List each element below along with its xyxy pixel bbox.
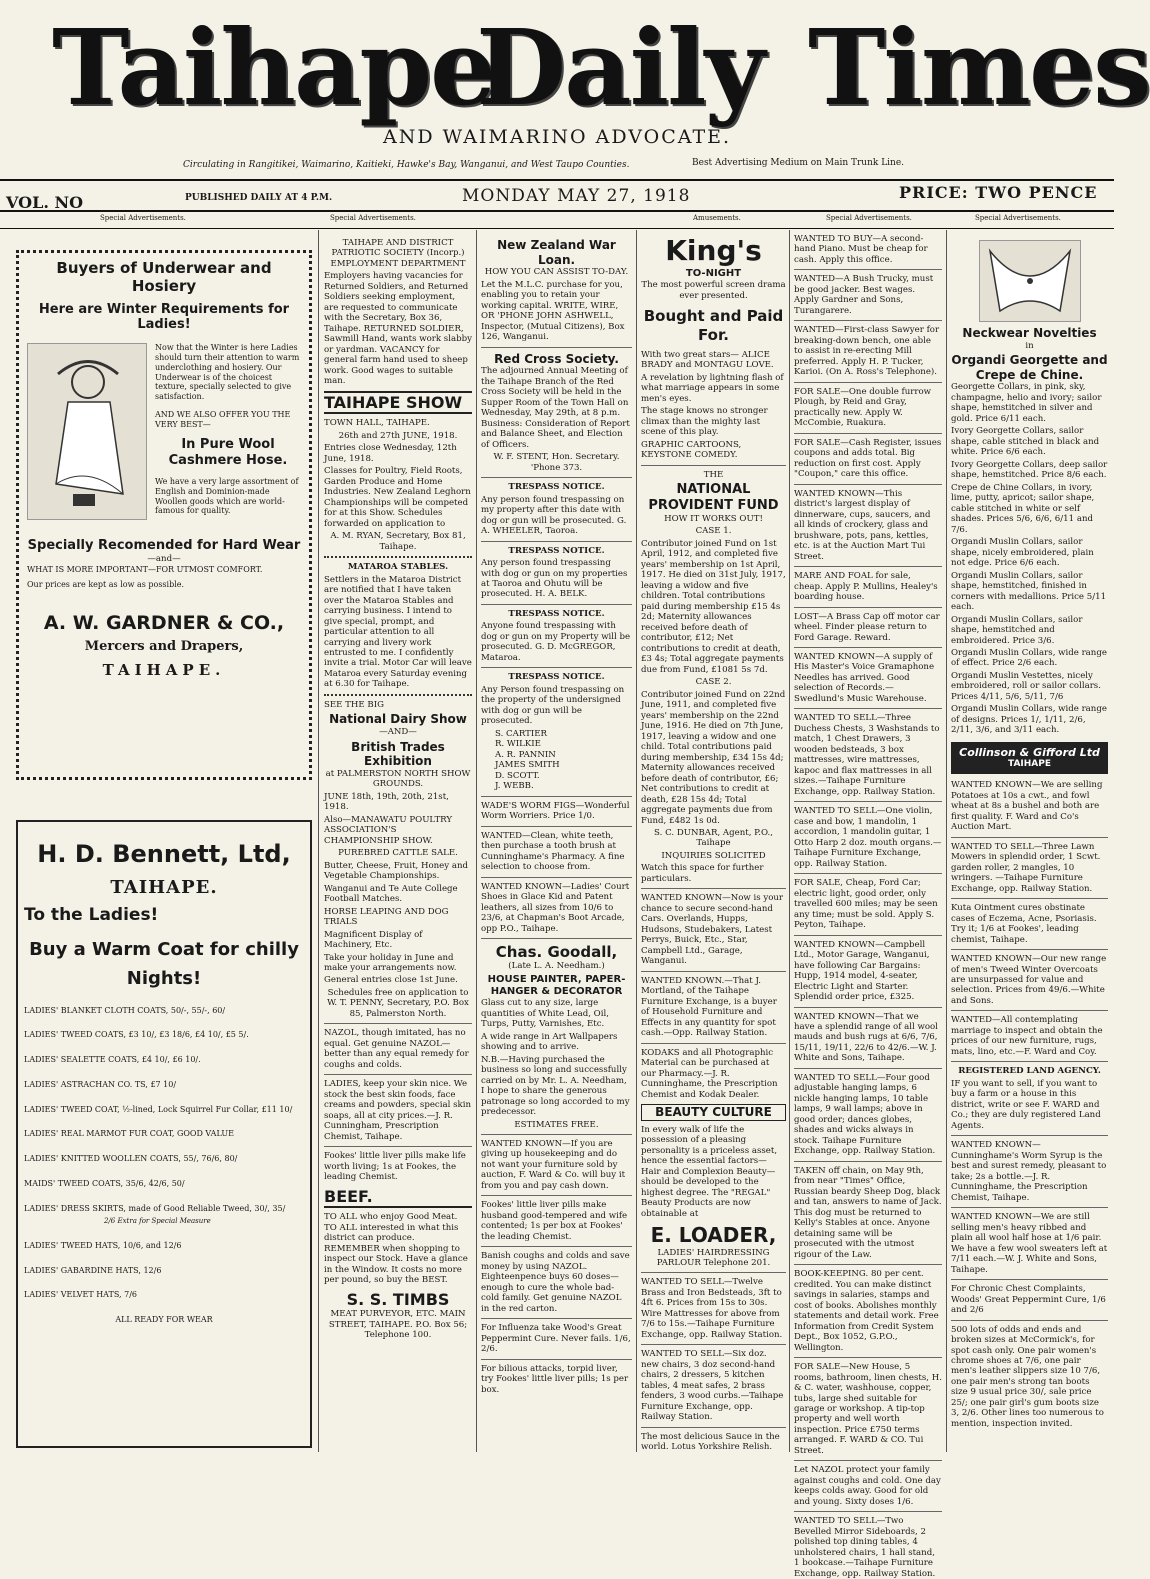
organdi-heading: Organdi Georgette and Crepe de Chine. (951, 353, 1108, 382)
film-revelation: A revelation by lightning flash of what marriage appears in some men's eyes. (641, 372, 784, 404)
coat-item: LADIES' VELVET HATS, 7/6 (24, 1290, 138, 1300)
show-body: Classes for Poultry, Field Roots, Garden Produce and Home Industries. New Zealand Leghorn Championships will be competed for at this Show. Schedules forwarded on application to (324, 466, 471, 529)
trespass-notice: Any Person found trespassing on the property of the undersigned with dog or gun will be prosecuted. (481, 684, 625, 727)
divider (481, 667, 632, 668)
bennett-town: TAIHAPE. (110, 877, 218, 899)
cashmere-hose: In Pure Wool Cashmere Hose. (168, 437, 288, 469)
classified-ad: WANTED KNOWN—A supply of His Master's Voice Gramaphone Needles has arrived. Good selection of Records.—Swedlund's Music Warehouse. (794, 651, 935, 704)
collar-item: Ivory Georgette Collars, deep sailor shape, hemstitched. Price 8/6 each. (951, 459, 1108, 481)
classified-ad: For Chronic Chest Complaints, Woods' Great Peppermint Cure, 1/6 and 2/6 (951, 1284, 1106, 1316)
classified-ad: Let NAZOL protect your family against coughs and cold. One day keeps colds away. Good for old and young. Sixty doses 1/6. (794, 1465, 941, 1507)
goodall-name: Chas. Goodall, (495, 943, 618, 962)
beef-body: TO ALL who enjoy Good Meat. TO ALL interested in what this district can produce. REMEMBER when shopping to inspect our Stock. Have a glance in the Window. It costs no more per pound, so buy the BEST. (324, 1212, 468, 1286)
divider (794, 1264, 942, 1265)
trespass-notice: Anyone found trespassing with dog or gun on my Property will be prosecuted. G. D. McGREGOR, Mataroa. (481, 621, 631, 663)
also-offer: AND WE ALSO OFFER YOU THE VERY BEST— (155, 409, 291, 429)
divider (794, 801, 942, 802)
watch-space: Watch this space for further particulars. (641, 863, 764, 884)
classified-ad: WANTED KNOWN—Our new range of men's Tweed Winter Overcoats are unsurpassed for value and selection. Prices from 49/6.—White and Sons. (951, 954, 1107, 1006)
classified-ad: FOR SALE—Cash Register, issues coupons and adds total. Big reduction on first cost. Apply "Coupon," care this office. (794, 437, 942, 480)
collar-item: Organdi Muslin Collars, sailor shape, hemstitched and embroidered. Price 3/6. (951, 614, 1083, 646)
college-matches: Wanganui and Te Aute College Football Matches. (324, 883, 458, 905)
collinson-name: Collinson & Gifford Ltd (959, 745, 1100, 759)
classified-ad: WANTED—All contemplating marriage to inspect and obtain the prices of our new furniture, rugs, mats, lino, etc.—F. Ward and Coy. (951, 1015, 1103, 1057)
coat-item: LADIES' TWEED COAT, ½-lined, Lock Squirrel Fur Collar, £11 10/ (24, 1104, 293, 1114)
glass-note: Glass cut to any size, large quantities of White Lead, Oil, Turps, Putty, Varnishes, Etc. (481, 998, 609, 1030)
powerful-drama: The most powerful screen drama ever presented. (641, 280, 786, 301)
divider (324, 1023, 472, 1024)
gardner-town: TAIHAPE. (102, 661, 226, 680)
estimates-free: ESTIMATES FREE. (514, 1119, 599, 1130)
trespass-name: D. SCOTT. (495, 770, 540, 781)
show-entries: Entries close Wednesday, 12th June, 1918. (324, 443, 457, 464)
collar-item: Organdi Muslin Collars, sailor shape, hemstitched, finished in corners with medallions. Price 5/11 each. (951, 570, 1107, 613)
fookes-pills-ad: Fookes' little liver pills make life worth living; 1s at Fookes, the leading Chemist. (324, 1151, 466, 1183)
top-rule (0, 179, 1114, 181)
classified-ad: LOST—A Brass Cap off motor car wheel. Finder please return to Ford Garage. Reward. (794, 611, 940, 643)
section-label: Amusements. (693, 214, 741, 222)
circulation-note: Circulating in Rangitikei, Waimarino, Kaitieki, Hawke's Bay, Wanganui, and West Taupo Counties. (183, 160, 630, 170)
goodall-late: (Late L. A. Needham.) (508, 961, 605, 972)
collar-item: Organdi Muslin Collars, wide range of designs. Prices 1/, 1/11, 2/6, 2/11, 3/6, and 3/11 each. (951, 704, 1107, 736)
wanted-bedsteads: WANTED TO SELL—Twelve Brass and Iron Bedsteads, 3ft to 4ft 6. Prices from 15s to 30s. Wire Mattresses for above from 7/6 to 15s.—Taihape Furniture Exchange, opp. Railway Station. (641, 1277, 783, 1340)
war-loan-body: Let the M.L.C. purchase for you, enabling you to retain your working capital. WRITE, WIRE, OR 'PHONE JOHN ASHWELL, Inspector, (Mutual Citizens), Box 126, Wanganui. (481, 279, 625, 343)
divider (951, 1279, 1108, 1280)
divider (951, 898, 1108, 899)
comfort-note: WHAT IS MORE IMPORTANT—FOR UTMOST COMFORT. (27, 564, 263, 574)
provident-fund-heading: NATIONAL PROVIDENT FUND (648, 482, 779, 514)
divider (641, 1344, 786, 1345)
divider (481, 604, 632, 605)
divider (794, 433, 942, 434)
palmerston-grounds: at PALMERSTON NORTH SHOW GROUNDS. (325, 768, 471, 790)
warm-coat-heading: Buy a Warm Coat for chilly Nights! (29, 938, 299, 989)
toothbrush-ad: WANTED—Clean, white teeth, then purchase a tooth brush at Cunninghame's Pharmacy. A fine selection to choose from. (481, 830, 625, 873)
divider (794, 647, 942, 648)
classified-ad: WANTED KNOWN—Campbell Ltd., Motor Garage, Wanganui, have following Car Bargains: Hupp, 1914 model, 4-seater, Electric Light and Starter. Splendid order price, £325. (794, 939, 930, 1003)
published-note: PUBLISHED DAILY AT 4 P.M. (185, 193, 333, 203)
case-2-body: Contributor joined Fund on 22nd June, 1911, and completed five years' membership on the 22nd June, 1916. He died on 7th June, 1917, leaving a widow and one child. Total contributions paid during membership, £34 15s 4d; Maternity allowances received before death of contributor, £6; Net contributions to credit at death, £28 15s 4d; Total aggregate payments due from Fund, £482 1s 0d. (641, 689, 786, 826)
trespass-notice: Any person found trespassing on my property after this date with dog or gun will be prosecuted. G. A. WHEELER, Taoroa. (481, 494, 627, 537)
divider (641, 888, 786, 889)
divider (481, 1246, 632, 1247)
trespass-heading: TRESPASS NOTICE. (508, 608, 605, 619)
kodaks-ad: KODAKS and all Photographic Material can be purchased at our Pharmacy.—J. R. Cunninghame, the Prescription Chemist and Kodak Dealer. (641, 1047, 778, 1100)
the-label: THE (703, 469, 724, 480)
coat-item: LADIES' GABARDINE HATS, 12/6 (24, 1265, 162, 1275)
divider (951, 1061, 1108, 1062)
beauty-body: In every walk of life the possession of a pleasing personality is a priceless asset, hence the essential factors—Hair and Complexion Beauty—should be developed to the highest degree. The "REGAL" Beauty Products are now obtainable at (641, 1124, 778, 1219)
volume-number: VOL. NO (6, 193, 84, 212)
underwear-heading: Buyers of Underwear and Hosiery (56, 259, 272, 296)
divider (481, 347, 632, 348)
divider (641, 1043, 786, 1044)
taihape-show-heading: TAIHAPE SHOW (324, 391, 472, 415)
film-stage: The stage knows no stronger climax than the mighty last scene of this play. (641, 406, 768, 438)
masthead-subtitle: AND WAIMARINO ADVOCATE. (383, 126, 732, 148)
land-agency-body: IF you want to sell, if you want to buy a farm or a house in this district, write or see F. WARD and Co.; they are duly registered Land Agents. (951, 1078, 1101, 1131)
divider (794, 1460, 942, 1461)
show-dates: 26th and 27th JUNE, 1918. (338, 430, 458, 441)
divider (794, 1161, 942, 1162)
stables-body: Settlers in the Mataroa District are notified that I have taken over the Mataroa Stables and carrying business. I intend to give special, prompt, and particular attention to all carrying and livery work entrusted to me. I confidently invite a trial. Motor Car will leave Mataroa every Saturday evening at 6.30 for Taihape. (324, 574, 472, 690)
classified-ad: WANTED TO SELL—Three Duchess Chests, 3 Washstands to match, 1 Chest Drawers, 3 wooden bedsteads, 3 box mattresses, wire mattresses, kapoc and flax mattresses in all sizes.—Taihape Furniture Exchange, opp. Railway Station. (794, 713, 940, 797)
column-2 (324, 232, 472, 1450)
loader-name: E. LOADER, (650, 1223, 777, 1248)
divider (794, 873, 942, 874)
timbs-details: MEAT PURVEYOR, ETC. MAIN STREET, TAIHAPE. P.O. Box 56; Telephone 100. (328, 1309, 468, 1341)
classified-ad: WANTED TO SELL—Three Lawn Mowers in splendid order, 1 Scwt. garden roller, 2 mangles, 10 wringers. —Taihape Furniture Exchange, opp. Railway Station. (951, 841, 1101, 894)
bilious-ad: For bilious attacks, torpid liver, try Fookes' little liver pills; 1s per box. (481, 1363, 629, 1395)
trespass-name: S. CARTIER (495, 728, 548, 739)
gardner-advert (16, 250, 312, 780)
collar-item: Crepe de Chine Collars, in ivory, lime, putty, apricot; sailor shape, cable stitched in white or self shades. Prices 5/6, 6/6, 6/11 and 7/6. (951, 482, 1095, 535)
collar-illustration (979, 240, 1081, 322)
graphic-cartoons: GRAPHIC CARTOONS, KEYSTONE COMEDY. (641, 439, 742, 461)
column-rule (318, 230, 319, 1452)
film-stars: With two great stars— ALICE BRADY and MONTAGU LOVE. (641, 349, 774, 371)
classified-ad: FOR SALE—New House, 5 rooms, bathroom, linen chests, H. & C. water, washhouse, copper, tubs, large shed suitable for garage or workshop. A tip-top property and well worth inspection. Price £750 terms arranged. F. WARD & CO. Tui Street. (794, 1362, 942, 1456)
town-hall: TOWN HALL, TAIHAPE. (324, 418, 430, 429)
trespass-names (481, 729, 632, 792)
divider (951, 949, 1108, 950)
general-entries: General entries close 1st June. (324, 975, 458, 986)
collar-item: Organdi Muslin Vestettes, nicely embroidered, roll or sailor collars. Prices 4/11, 5/6, 5/11, 7/6 (951, 670, 1101, 702)
divider (324, 1074, 472, 1075)
divider (794, 269, 942, 270)
war-loan-sub: HOW YOU CAN ASSIST TO-DAY. (484, 267, 629, 278)
divider (481, 938, 632, 939)
patriotic-body: Employers having vacancies for Returned Soldiers, and Returned Soldiers seeking employment, are requested to communicate with the Secretary, Box 36, Taihape. RETURNED SOLDIER, Sawmill Hand, wants work slabby or yardman. VACANCY for general farm hand used to sheep work. Good wages to suitable man. (324, 271, 472, 387)
masthead-title (0, 0, 1150, 130)
exhibition-schedules: Schedules free on application to W. T. PENNY, Secretary, P.O. Box 85, Palmerston North. (327, 987, 469, 1019)
war-loan-heading: New Zealand War Loan. (497, 238, 616, 267)
red-cross-signature: W. F. STENT, Hon. Secretary. 'Phone 373. (493, 452, 620, 473)
hard-wear-heading: Specially Recomended for Hard Wear (27, 538, 301, 554)
divider (794, 566, 942, 567)
inquiries-solicited: INQUIRIES SOLICITED (661, 850, 766, 861)
divider (794, 484, 942, 485)
hairdressing-parlour: LADIES' HAIRDRESSING PARLOUR Telephone 201. (656, 1247, 771, 1268)
section-label: Special Advertisements. (826, 214, 912, 222)
column-1 (16, 232, 312, 1450)
poultry-show: Also—MANAWATU POULTRY ASSOCIATION'S CHAMPIONSHIP SHOW. (324, 814, 453, 846)
section-label: Special Advertisements. (975, 214, 1061, 222)
divider (481, 796, 632, 797)
classified-ad: FOR SALE—One double furrow Plough, by Reid and Gray, practically new. Apply W. McCombie, Ruakura. (794, 386, 932, 429)
classified-ad: FOR SALE, Cheap, Ford Car; electric light, good order, only travelled 600 miles; may be seen any time; must be sold. Apply S. Peyton, Taihape. (794, 878, 938, 931)
divider (481, 477, 632, 478)
butter-cheese: Butter, Cheese, Fruit, Honey and Vegetable Championships. (324, 860, 469, 882)
see-the-big: SEE THE BIG (324, 699, 384, 710)
dairy-show: National Dairy Show (329, 712, 467, 727)
neckwear-in: in (1025, 340, 1034, 351)
painter-heading: HOUSE PAINTER, PAPER-HANGER & DECORATOR (487, 973, 626, 997)
title-word-2: Daily (476, 6, 764, 129)
section-rule (0, 228, 1114, 229)
column-rule (476, 230, 477, 1452)
classified-ad: BOOK-KEEPING. 80 per cent. credited. You can make distinct savings in salaries, stamps and cost of books. Abolishes monthly statements and detail work. Free Information from Credit System Dept., Box 1052, G.P.O., Wellington. (794, 1269, 939, 1353)
red-cross-body: The adjourned Annual Meeting of the Taihape Branch of the Red Cross Society will be held in the Supper Room of the Town Hall on Wednesday, May 29th, at 8 p.m. Business: Consideration of Report and Balance Sheet, and Election of Officers. (481, 366, 630, 450)
divider (641, 465, 786, 466)
divider (794, 1068, 942, 1069)
classified-ad: WANTED TO BUY—A second-hand Piano. Must be cheap for cash. Apply this office. (794, 234, 928, 265)
collar-item: Organdi Muslin Collars, wide range of effect. Price 2/6 each. (951, 647, 1107, 669)
divider (794, 1007, 942, 1008)
divider (794, 1357, 942, 1358)
column-rule (636, 230, 637, 1452)
classified-ad: WANTED TO SELL—Four good adjustable hanging lamps, 6 nickle hanging lamps, 10 table lamps, 9 wall lamps; above in good order; dances globes, shades and wicks always in stock. Taihape Furniture Exchange, opp. Railway Station. (794, 1072, 936, 1157)
winter-subheading: Here are Winter Requirements for Ladies! (38, 301, 290, 333)
column-rule (789, 230, 790, 1452)
holiday-note: Take your holiday in June and make your arrangements now. (324, 952, 457, 973)
beauty-heading: BEAUTY CULTURE (641, 1104, 786, 1121)
classified-ad: WANTED TO SELL—Two Bevelled Mirror Sideboards, 2 polished top dining tables, 4 unholstered chairs, 1 hall stand, 1 bookcase.—Taihape Furniture Exchange, opp. Railway Station. (794, 1516, 936, 1579)
bennett-name: H. D. Bennett, Ltd, (37, 840, 291, 868)
trespass-heading: TRESPASS NOTICE. (508, 482, 605, 493)
divider (951, 837, 1108, 838)
coat-item: LADIES' REAL MARMOT FUR COAT, GOOD VALUE (24, 1129, 234, 1139)
red-cross-heading: Red Cross Society. (494, 351, 619, 366)
coat-item: 2/6 Extra for Special Measure (104, 1217, 211, 1226)
trespass-name: J. WEBB. (495, 781, 534, 792)
neckwear-heading: Neckwear Novelties (962, 326, 1097, 340)
banish-coughs-ad: Banish coughs and colds and save money by using NAZOL. Eighteenpence buys 60 doses—enough to cure the whole bad-cold family. Get genuine NAZOL in the red carton. (481, 1251, 630, 1314)
classified-ad: WANTED KNOWN—We are still selling men's heavy ribbed and plain all wool half hose at 1/6 pair. We have a few wool sweaters left at 7/11 each.—W. J. White and Sons, Taihape. (951, 1212, 1108, 1275)
classified-ad: WANTED KNOWN—We are selling Potatoes at 10s a cwt., and fowl wheat at 8s a bushel and both are first quality. F. Ward and Co's Auction Mart. (951, 780, 1103, 833)
classified-ad: WANTED KNOWN—This district's largest display of dinnerware, cups, saucers, and all kinds of crockery, glass and brushware, pots, pans, kettles, etc. is at the Auction Mart Tui Street. (794, 488, 931, 562)
goodall-nb: N.B.—Having purchased the business so long and successfully carried on by Mr. L. A. Needham, I hope to share the generous patronage so long accorded to my predecessor. (481, 1054, 630, 1118)
stables-heading: MATAROA STABLES. (347, 562, 449, 573)
case-2-label: CASE 2. (695, 677, 732, 688)
title-word-1: Taihape (52, 6, 495, 129)
divider (951, 1010, 1108, 1011)
timbs-name: S. S. TIMBS (346, 1289, 450, 1309)
film-title: Bought and Paid For. (643, 307, 784, 344)
divider (794, 935, 942, 936)
lady-illustration (27, 343, 147, 520)
tonight-label: TO-NIGHT (685, 268, 742, 280)
collar-item: Organdi Muslin Collars, sailor shape, nicely embroidered, plain not edge. Price 6/6 each. (951, 537, 1094, 569)
classified-ad: TAKEN off chain, on May 9th, from near "Times" Office, Russian beardy Sheep Dog, black and tan, answers to name of Jack. This dog must be returned to Kelly's Stables at once. Anyone detaining same will be prosecuted with the utmost rigour of the Law. (794, 1165, 942, 1260)
divider (794, 607, 942, 608)
trespass-name: A. R. PANNIN (495, 749, 556, 760)
trespass-heading: TRESPASS NOTICE. (508, 545, 605, 556)
housekeeping-ad: WANTED KNOWN—If you are giving up housekeeping and do not want your furniture sold by auction, F. Ward & Co. will buy it from you and pay cash down. (481, 1139, 626, 1191)
classified-ad: WANTED KNOWN—Cunninghame's Worm Syrup is the best and surest remedy, pleasant to take; 2s a bottle.—J. R. Cunninghame, the Prescription Chemist, Taihape. (951, 1140, 1107, 1203)
court-shoes-ad: WANTED KNOWN—Ladies' Court Shoes in Glace Kid and Patent leathers, all sizes from 10/6 to 23/6, at Chapman's Boot Arcade, opp P.O., Taihape. (481, 881, 630, 934)
divider (481, 877, 632, 878)
divider (794, 708, 942, 709)
divider (481, 541, 632, 542)
and-divider: —and— (147, 554, 181, 565)
advertising-note: Best Advertising Medium on Main Trunk Line. (692, 158, 905, 168)
divider (951, 1135, 1108, 1136)
wanted-chairs: WANTED TO SELL—Six doz. new chairs, 3 doz second-hand chairs, 2 dressers, 5 kitchen tables, 4 meat safes, 2 brass fenders, 3 wood curbs.—Taihape Furniture Exchange, opp. Railway Station. (641, 1349, 784, 1423)
coat-item: LADIES' DRESS SKIRTS, made of Good Reliable Tweed, 30/, 35/ (24, 1203, 286, 1213)
divider (794, 382, 942, 383)
divider (794, 1511, 942, 1512)
coat-item: LADIES' TWEED HATS, 10/6, and 12/6 (24, 1240, 182, 1250)
column-4 (641, 232, 786, 1453)
bennett-advert (16, 820, 312, 1448)
divider (324, 1146, 472, 1147)
divider (481, 1359, 632, 1360)
wanted-cars: WANTED KNOWN—Now is your chance to secure second-hand Cars. Overlands, Hupps, Hudsons, Studebakers, Latest Perrys, Buick, Etc., Star, Campbell Ltd., Garage, Wanganui. (641, 893, 784, 967)
kings-theatre: King's (665, 234, 762, 267)
gardner-name: A. W. GARDNER & CO., (43, 612, 285, 635)
column-3 (481, 232, 632, 1450)
case-1-label: CASE 1. (695, 526, 732, 537)
divider (641, 971, 786, 972)
divider (481, 1134, 632, 1135)
divider (794, 320, 942, 321)
divider (641, 1272, 786, 1273)
sauce-ad: The most delicious Sauce in the world. Lotus Yorkshire Relish. (641, 1431, 780, 1453)
column-6 (951, 232, 1108, 1450)
title-word-3: Times (808, 6, 1150, 129)
collar-item: Ivory Georgette Collars, sailor shape, cable stitched in black and white. Price 6/6 each. (951, 426, 1100, 458)
case-1-body: Contributor joined Fund on 1st April, 1912, and completed five years' membership on 1st April, 1917. He died on 31st July, 1917, leaving a widow and five children. Total contributions paid during membership £15 4s 2d; Maternity allowances received before death of contributor, £12; Net contributions to credit at death, £3 4s; Total aggregate payments due from Fund, £1081 5s 7d. (641, 538, 786, 675)
coat-item: MAIDS' TWEED COATS, 35/6, 42/6, 50/ (24, 1178, 185, 1188)
wades-worm-ad: WADE'S WORM FIGS—Wonderful Worm Worriers. Price 1/0. (481, 800, 630, 822)
classified-ad: WANTED—First-class Sawyer for breaking-down bench, one able to assist in re-erecting Mill preferred. Apply H. P. Tucker, Karioi. (On A. Ross's Telephone). (794, 325, 940, 378)
machinery-display: Magnificent Display of Machinery, Etc. (324, 929, 423, 951)
classified-ad: MARE AND FOAL for sale, cheap. Apply P. Mullins, Healey's boarding house. (794, 571, 938, 603)
divider (481, 1318, 632, 1319)
divider (481, 1195, 632, 1196)
collinson-town: TAIHAPE (1008, 759, 1051, 770)
coat-item: ALL READY FOR WEAR (115, 1315, 213, 1325)
column-rule (946, 230, 947, 1452)
trespass-name: JAMES SMITH (495, 760, 560, 771)
trespass-notice: Any person found trespassing with dog or gun on my properties at Taoroa and Ohutu will be prosecuted. H. A. BELK. (481, 558, 628, 600)
horse-leaping: HORSE LEAPING AND DOG TRIALS (324, 906, 449, 928)
land-agency-heading: REGISTERED LAND AGENCY. (958, 1066, 1101, 1077)
dunbar-agent: S. C. DUNBAR, Agent, P.O., Taihape (654, 828, 773, 849)
ladies-skin-ad: LADIES, keep your skin nice. We stock the best skin foods, face creams and powders, special skin soaps, all at city prices.—J. R. Cunningham, Prescription Chemist, Taihape. (324, 1079, 471, 1142)
section-label: Special Advertisements. (330, 214, 416, 222)
coat-item: LADIES' TWEED COATS, £3 10/, £3 18/6, £4 10/, £5 5/. (24, 1030, 249, 1040)
issue-date: MONDAY MAY 27, 1918 (462, 186, 691, 206)
show-signature: A. M. RYAN, Secretary, Box 81, Taihape. (330, 531, 466, 552)
issue-price: PRICE: TWO PENCE (899, 183, 1098, 202)
coat-item: LADIES' ASTRACHAN CO. TS, £7 10/ (24, 1079, 177, 1089)
nazol-ad: NAZOL, though imitated, has no equal. Get genuine NAZOL—better than any equal remedy for coughs and colds. (324, 1028, 469, 1070)
divider (951, 1207, 1108, 1208)
beef-heading: BEEF. (324, 1187, 472, 1209)
mercers-drapers: Mercers and Drapers, (84, 639, 244, 655)
british-trades: British Trades Exhibition (351, 739, 445, 769)
dairy-and: —AND— (379, 727, 417, 738)
woollen-body: We have a very large assortment of English and Dominion-made Woollen goods which are world-famous for quality. (155, 477, 299, 516)
classified-ad: WANTED TO SELL—One violin, case and bow, 1 mandolin, 1 accordion, 1 mandolin guitar, 1 Otto Harp 2 doz. mouth organs.—Taihape Furniture Exchange, opp. Railway Station. (794, 806, 942, 869)
coat-list (24, 1006, 304, 1325)
wanted-furniture: WANTED KNOWN.—That J. Mortland, of the Taihape Furniture Exchange, is a buyer of Household Furniture and Effects in any quantity for spot cash.—Opp. Railway Station. (641, 975, 777, 1039)
classified-ad: WANTED—A Bush Trucky, must be good jacker. Best wages. Apply Gardner and Sons, Turangarere. (794, 274, 934, 316)
ladies-heading: To the Ladies! (24, 905, 159, 926)
patriotic-heading: TAIHAPE AND DISTRICT PATRIOTIC SOCIETY (Incorp.) EMPLOYMENT DEPARTMENT (330, 238, 466, 269)
influenza-ad: For Influenza take Wood's Great Peppermint Cure. Never fails. 1/6, 2/6. (481, 1323, 631, 1355)
coat-item: LADIES' BLANKET CLOTH COATS, 50/-, 55/-, 60/ (24, 1005, 226, 1015)
coat-item: LADIES' KNITTED WOOLLEN COATS, 55/, 76/6, 80/ (24, 1154, 238, 1164)
divider (951, 1320, 1108, 1321)
collinson-banner (951, 742, 1108, 774)
underwear-body: Now that the Winter is here Ladies should turn their attention to warm underclothing and hosiery. Our Underwear is of the choicest texture, specially selected to give satisfaction. (155, 343, 300, 402)
section-label: Special Advertisements. (100, 214, 186, 222)
classified-ad: Kuta Ointment cures obstinate cases of Eczema, Acne, Psoriasis. Try it; 1/6 at Fookes', leading chemist, Taihape. (951, 903, 1097, 945)
column-5 (794, 232, 942, 1579)
collar-item: Georgette Collars, in pink, sky, champagne, helio and ivory; sailor shape, hemstitched in silver and gold. Price 6/11 each. (951, 382, 1102, 424)
divider (481, 826, 632, 827)
prices-note: Our prices are kept as low as possible. (27, 580, 185, 590)
fookes-husband-ad: Fookes' little liver pills make husband good-tempered and wife contented; 1s per box at Fookes' the leading Chemist. (481, 1200, 628, 1242)
divider (324, 556, 472, 558)
classified-ad: 500 lots of odds and ends and broken sizes at McCormick's, for spot cash only. One pair women's chrome shoes at 7/6, one pair men's leather slippers size 10 7/6, one pair men's strong tan boots size 9 usual price 30/, sale price 25/; one pair girl's gum boots size 3, 2/6. Other lines too numerous to mention, inspection invited. (951, 1324, 1104, 1429)
classified-ad: WANTED KNOWN—That we have a splendid range of all wool mauds and bush rugs at 6/6, 7/6, 15/11, 19/11, 22/6 to 42/6.—W. J. White and Sons, Taihape. (794, 1011, 938, 1064)
cattle-sale: PUREBRED CATTLE SALE. (338, 848, 458, 859)
masthead (0, 0, 1150, 240)
trespass-name: R. WILKIE (495, 739, 541, 750)
exhibition-dates: JUNE 18th, 19th, 20th, 21st, 1918. (324, 791, 449, 813)
divider (324, 694, 472, 696)
coat-item: LADIES' SEALETTE COATS, £4 10/, £6 10/. (24, 1055, 201, 1065)
wallpaper-note: A wide range in Art Wallpapers showing and to arrive. (481, 1031, 618, 1053)
how-it-works: HOW IT WORKS OUT! (664, 513, 763, 524)
date-rule (0, 210, 1114, 212)
divider (641, 1427, 786, 1428)
trespass-heading: TRESPASS NOTICE. (508, 672, 605, 683)
